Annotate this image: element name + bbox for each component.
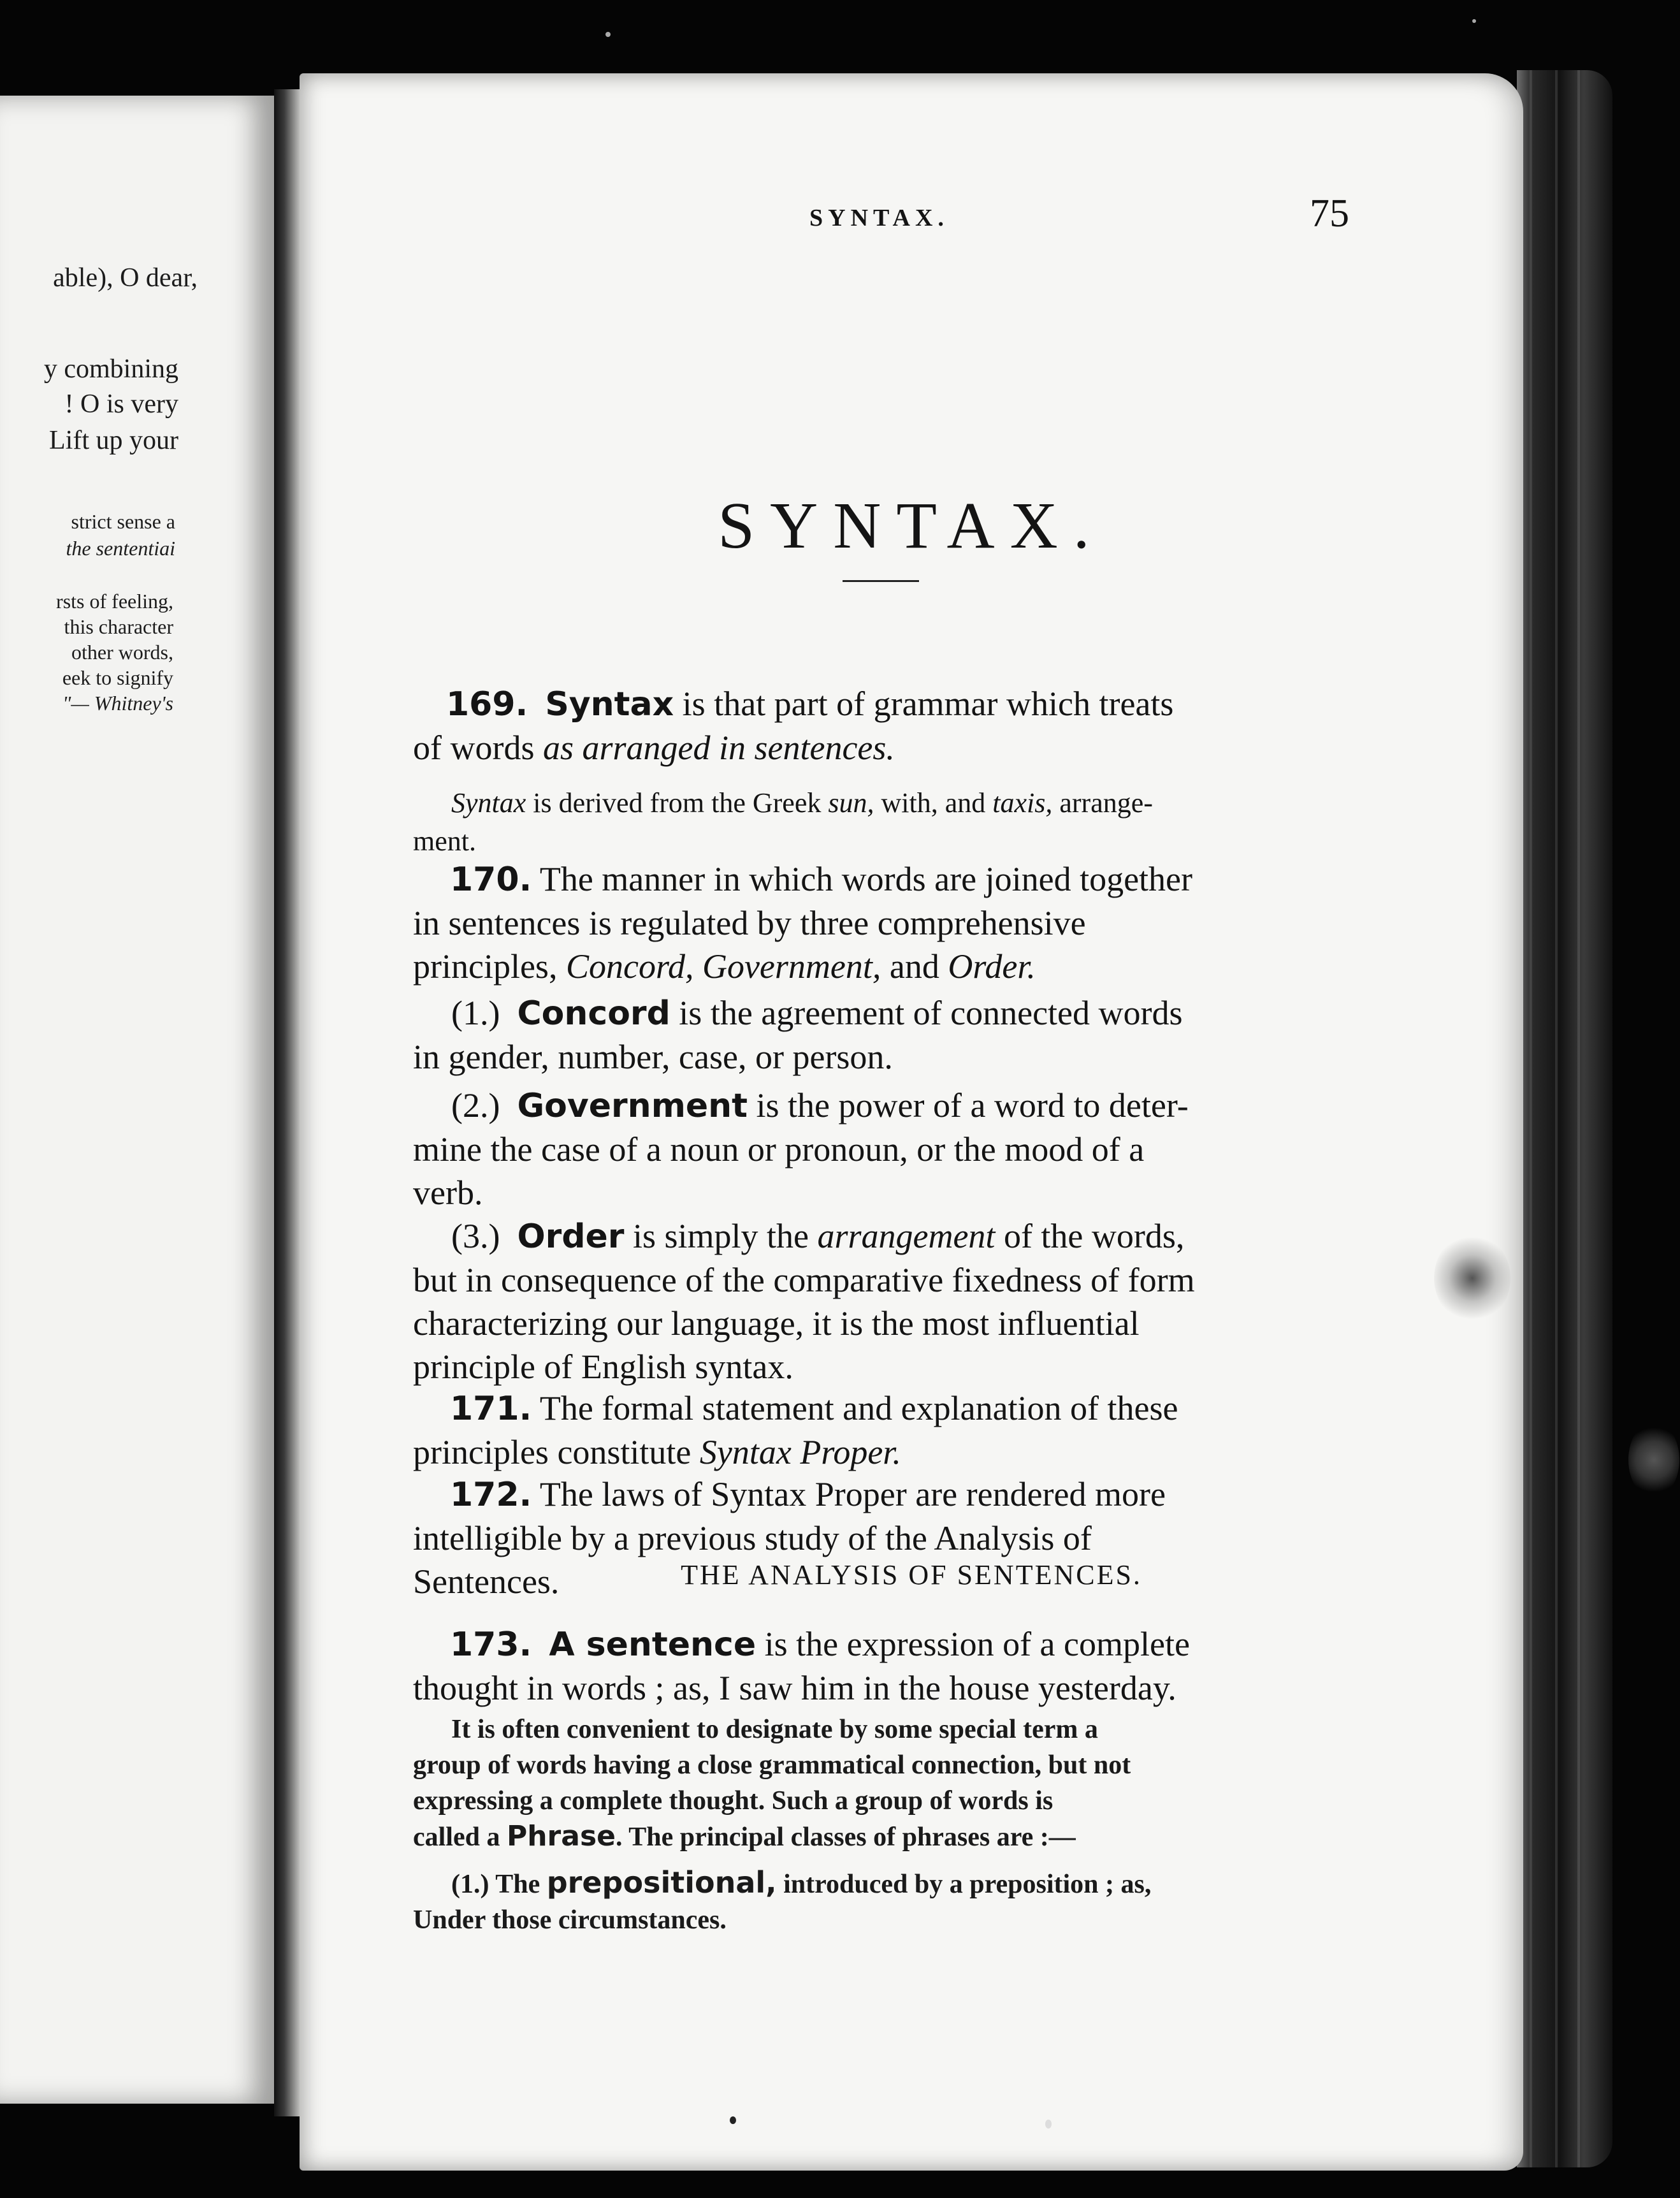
text: arrange-	[1052, 787, 1153, 819]
left-page-line: other words,	[71, 641, 173, 664]
paragraph-170-2	[413, 1084, 1523, 1214]
term: prepositional,	[546, 1865, 777, 1900]
text-italic: sun,	[828, 787, 874, 819]
text: The manner in which words are joined together	[532, 860, 1192, 898]
left-page-line: "— Whitney's	[62, 692, 173, 715]
text: Sentences.	[413, 1562, 560, 1601]
left-page-line: this character	[64, 615, 173, 638]
text-italic: Government,	[693, 947, 881, 986]
term: Government	[517, 1087, 748, 1125]
text: The laws of Syntax Proper are rendered more	[532, 1475, 1166, 1513]
paragraph-173	[413, 1622, 1523, 1710]
text: in gender, number, case, or person.	[413, 1038, 893, 1076]
left-facing-page	[0, 96, 276, 2104]
text: in sentences is regulated by three comprehensive	[413, 904, 1086, 942]
text: but in consequence of the comparative fixedness of form	[413, 1261, 1195, 1299]
text: with, and	[874, 787, 993, 819]
paragraph-171	[413, 1386, 1523, 1474]
scan-smudge	[1434, 1234, 1510, 1323]
item-label: (2.)	[451, 1086, 500, 1124]
paragraph-number: 172.	[450, 1476, 532, 1514]
text: called a	[413, 1823, 507, 1852]
paragraph-number: 173.	[450, 1626, 532, 1664]
running-head: SYNTAX.	[809, 205, 949, 231]
text-italic: arrangement	[817, 1217, 996, 1255]
text: is derived from the Greek	[526, 787, 829, 819]
scan-speck	[605, 32, 611, 37]
note-173-1	[413, 1865, 1523, 1938]
left-page-line: eek to signify	[62, 666, 173, 689]
text: thought in words ; as, I saw him in the house yesterday.	[413, 1669, 1177, 1707]
book-gutter	[274, 89, 300, 2116]
note-169	[413, 784, 1523, 861]
item-label: (3.)	[451, 1217, 500, 1255]
left-page-line: ! O is very	[64, 389, 178, 419]
text: expressing a complete thought. Such a group of words is	[413, 1786, 1054, 1816]
left-page-line: y combining	[43, 354, 178, 384]
text: It is often convenient to designate by some special term a	[451, 1715, 1098, 1744]
text-italic: Syntax	[451, 787, 526, 819]
item-label: (1.)	[451, 1870, 489, 1899]
left-page-line: the sententiai	[66, 537, 175, 560]
paragraph-169	[413, 682, 1523, 769]
main-page	[300, 73, 1523, 2171]
paragraph-number: 171.	[450, 1390, 532, 1428]
scan-speck	[1045, 2120, 1052, 2129]
paragraph-number: 169.	[446, 685, 528, 724]
text: Under those circumstances.	[413, 1905, 727, 1935]
title-rule	[843, 580, 919, 582]
paragraph-170-3	[413, 1214, 1523, 1388]
text: The	[489, 1870, 547, 1899]
page-number: 75	[1310, 192, 1349, 235]
text: intelligible by a previous study of the Analysis of	[413, 1519, 1092, 1557]
text: group of words having a close grammatical connection, but not	[413, 1750, 1131, 1780]
text-italic: Concord,	[565, 947, 694, 986]
text-italic: taxis,	[992, 787, 1053, 819]
chapter-title: SYNTAX.	[718, 489, 1105, 562]
term: Syntax	[545, 685, 674, 724]
text: is the power of a word to deter-	[748, 1086, 1189, 1124]
text: mine the case of a noun or pronoun, or the mood of a	[413, 1130, 1145, 1168]
text: ment.	[413, 826, 476, 857]
left-page-line: strict sense a	[71, 510, 175, 533]
text-italic: Syntax Proper.	[699, 1433, 901, 1471]
text: and	[881, 947, 948, 986]
term: Phrase	[506, 1820, 616, 1852]
left-page-line: able), O dear,	[53, 263, 198, 293]
text: is the expression of a complete	[756, 1625, 1190, 1663]
scan-speck	[730, 2116, 736, 2124]
term: A sentence	[549, 1626, 757, 1664]
term: Concord	[517, 994, 670, 1033]
text: introduced by a preposition ; as,	[776, 1870, 1152, 1899]
text-italic: Order.	[948, 947, 1036, 986]
paragraph-number: 170.	[450, 861, 532, 899]
paragraph-170-1	[413, 991, 1523, 1079]
left-page-line: Lift up your	[49, 426, 178, 455]
book-page-edges	[1517, 70, 1612, 2167]
text: of words	[413, 729, 543, 767]
text: principles,	[413, 947, 566, 986]
text: The formal statement and explanation of these	[532, 1389, 1178, 1427]
scan-speck	[1472, 19, 1476, 23]
text: principle of English syntax.	[413, 1348, 793, 1386]
text: of the words,	[995, 1217, 1185, 1255]
item-label: (1.)	[451, 994, 500, 1032]
text: verb.	[413, 1174, 483, 1212]
text: is simply the	[624, 1217, 818, 1255]
text: principles constitute	[413, 1433, 700, 1471]
section-heading: THE ANALYSIS OF SENTENCES.	[681, 1559, 1142, 1590]
term: Order	[517, 1218, 625, 1256]
text: is that part of grammar which treats	[674, 685, 1174, 723]
text: is the agreement of connected words	[670, 994, 1183, 1032]
note-173	[413, 1712, 1523, 1855]
left-page-line: rsts of feeling,	[56, 590, 173, 613]
text: characterizing our language, it is the most influential	[413, 1304, 1140, 1343]
paragraph-170	[413, 857, 1523, 988]
text-italic: as arranged in sentences.	[542, 729, 895, 767]
scan-smudge	[1628, 1422, 1679, 1498]
text: . The principal classes of phrases are :—	[615, 1823, 1076, 1852]
